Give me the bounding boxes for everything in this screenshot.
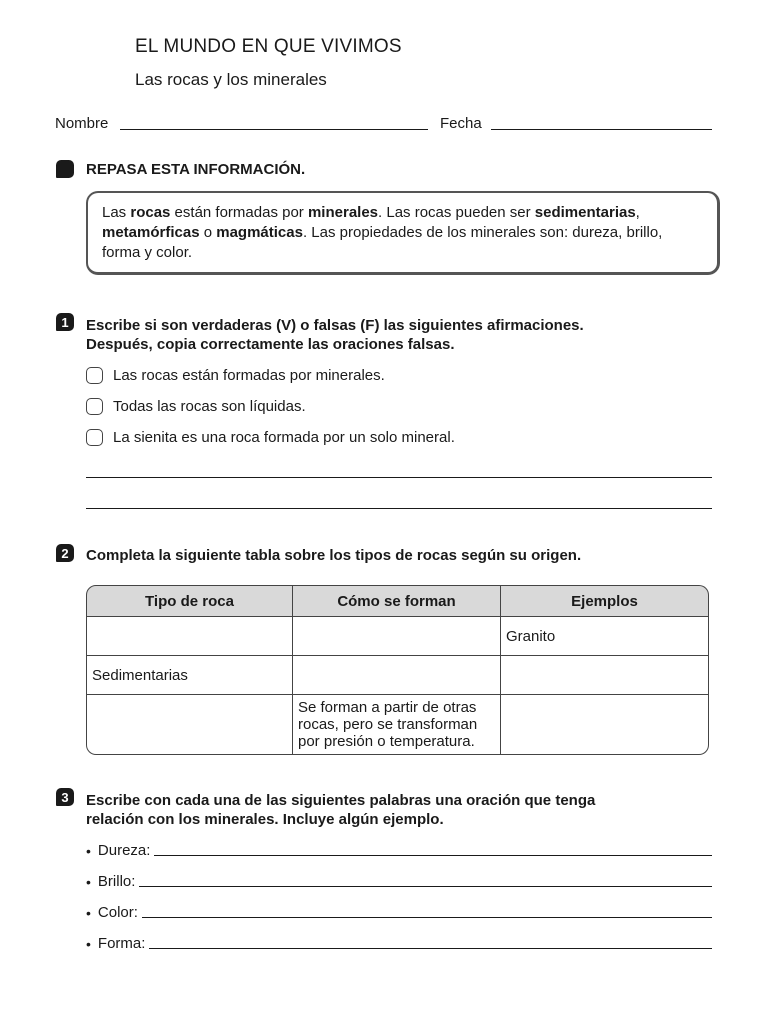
item-label: Brillo: (97, 873, 136, 890)
exercise-1-number: 1 (56, 313, 74, 331)
table-row (86, 695, 709, 755)
item-label: Color: (97, 904, 138, 921)
term-metamorficas: metamórficas (102, 224, 200, 241)
true-false-checkbox[interactable] (86, 429, 103, 446)
exercise-3-heading: Escribe con cada una de las siguientes palabras una oración que tenga relación con los minerales. Incluye algún ejemplo. (86, 792, 596, 828)
term-minerales: minerales (307, 204, 379, 221)
column-header-ejemplos: Ejemplos (501, 585, 709, 617)
list-item (86, 842, 712, 859)
exercise-1-heading: Escribe si son verdaderas (V) o falsas (F) las siguientes afirmaciones. Después, copia correctamente las oraciones falsas. (86, 317, 584, 353)
table-cell[interactable] (293, 617, 501, 656)
column-header-como: Cómo se forman (293, 585, 501, 617)
statement-text: Todas las rocas son líquidas. (113, 398, 306, 415)
date-label: Fecha (440, 115, 482, 132)
statement-1 (86, 367, 385, 384)
review-marker-icon (56, 160, 74, 178)
review-heading: REPASA ESTA INFORMACIÓN. (86, 161, 306, 178)
statement-2 (86, 398, 306, 415)
table-row (86, 617, 709, 656)
date-field[interactable] (491, 129, 712, 130)
list-item (86, 873, 712, 890)
table-cell[interactable] (293, 656, 501, 695)
statement-3 (86, 429, 455, 446)
true-false-checkbox[interactable] (86, 367, 103, 384)
review-info-box: Las rocas están formadas por minerales. Las rocas pueden ser sedimentarias, metamórficas o magmáticas. Las propiedades de los minerales son: dureza, brillo, forma y color. (86, 191, 720, 275)
bullet-icon: • (86, 874, 91, 890)
name-field[interactable] (120, 129, 428, 130)
term-rocas: rocas (130, 204, 171, 221)
rock-types-table (86, 585, 709, 755)
statement-text: La sienita es una roca formada por un solo mineral. (113, 429, 455, 446)
answer-line[interactable] (86, 508, 712, 509)
item-label: Dureza: (97, 842, 151, 859)
table-cell[interactable] (86, 617, 293, 656)
table-cell[interactable] (501, 695, 709, 755)
answer-line[interactable] (139, 886, 712, 887)
list-item (86, 935, 712, 952)
term-magmaticas: magmáticas (216, 224, 303, 241)
answer-line[interactable] (149, 948, 712, 949)
table-cell: Se forman a partir de otras rocas, pero se transforman por presión o temperatura. (293, 695, 501, 755)
bullet-icon: • (86, 843, 91, 859)
exercise-2-number: 2 (56, 544, 74, 562)
exercise-3-number: 3 (56, 788, 74, 806)
table-cell[interactable] (501, 656, 709, 695)
true-false-checkbox[interactable] (86, 398, 103, 415)
answer-line[interactable] (86, 477, 712, 478)
list-item (86, 904, 712, 921)
page-subtitle: Las rocas y los minerales (135, 70, 327, 89)
page-title: EL MUNDO EN QUE VIVIMOS (135, 36, 402, 57)
column-header-tipo: Tipo de roca (86, 585, 293, 617)
bullet-icon: • (86, 905, 91, 921)
answer-line[interactable] (154, 855, 712, 856)
table-cell[interactable] (86, 695, 293, 755)
answer-line[interactable] (142, 917, 712, 918)
item-label: Forma: (97, 935, 146, 952)
name-label: Nombre (55, 115, 109, 132)
term-sedimentarias: sedimentarias (534, 204, 636, 221)
table-cell: Sedimentarias (86, 656, 293, 695)
table-row (86, 656, 709, 695)
table-cell: Granito (501, 617, 709, 656)
exercise-2-heading: Completa la siguiente tabla sobre los tipos de rocas según su origen. (86, 547, 582, 564)
statement-text: Las rocas están formadas por minerales. (113, 367, 385, 384)
bullet-icon: • (86, 936, 91, 952)
